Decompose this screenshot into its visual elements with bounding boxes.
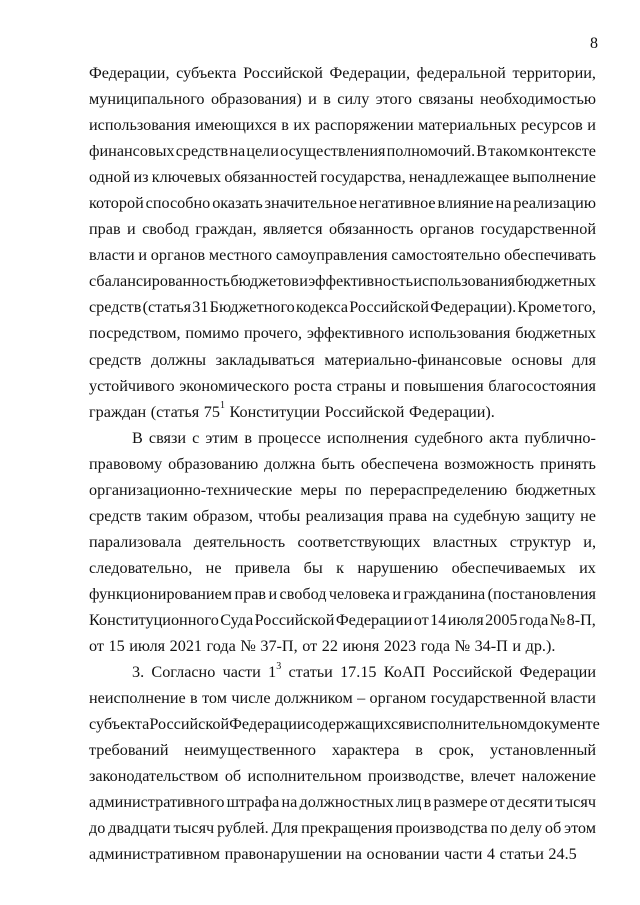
text-line: функционированием прав и свобод человека и гражданина (постановления xyxy=(89,584,596,603)
text-line: прав и свобод граждан, является обязанность органов государственной xyxy=(89,220,596,239)
text-line: 3. Согласно части $1^3$ статьи 17.15 КоАП Российской Федерации xyxy=(132,660,596,682)
text-line: сбалансированность бюджетов и эффективность использования бюджетных xyxy=(89,272,596,291)
text-line: одной из ключевых обязанностей государства, ненадлежащее выполнение xyxy=(89,168,596,187)
page-number: 8 xyxy=(590,35,598,52)
text-line: до двадцати тысяч рублей. Для прекращения производства по делу об этом xyxy=(89,819,596,838)
text-line: средств должны закладываться материально-финансовые основы для xyxy=(89,350,596,369)
document-body xyxy=(89,60,600,867)
text-line: неисполнение в том числе должником – органом государственной власти xyxy=(89,689,596,708)
footnote-superscript: 3 xyxy=(276,660,282,672)
text-line: посредством, помимо прочего, эффективного использования бюджетных xyxy=(89,324,596,343)
text-line: средств (статья 31 Бюджетного кодекса Российской Федерации). Кроме того, xyxy=(89,298,596,317)
text-line: финансовых средств на цели осуществления полномочий. В таком контексте xyxy=(89,142,596,161)
text-line: В связи с этим в процессе исполнения судебного акта публично- xyxy=(132,428,596,447)
text-line: устойчивого экономического роста страны и повышения благосостояния xyxy=(89,376,596,395)
text-line: от 15 июля 2021 года № 37-П, от 22 июня 2023 года № 34-П и др.). xyxy=(89,637,556,656)
text-line: правовому образованию должна быть обеспечена возможность принять xyxy=(89,454,596,473)
text-line: использования имеющихся в их распоряжении материальных ресурсов и xyxy=(89,116,596,135)
text-line: граждан (статья $75^1$ Конституции Российской Федерации). xyxy=(89,400,495,421)
text-line: субъекта Российской Федерации содержащихся в исполнительном документе xyxy=(89,715,600,734)
text-line: законодательством об исполнительном производстве, влечет наложение xyxy=(89,767,596,786)
text-line: административного штрафа на должностных лиц в размере от десяти тысяч xyxy=(89,793,596,812)
text-line: парализовала деятельность соответствующих властных структур и, xyxy=(89,532,596,551)
text-line: административном правонарушении на основании части 4 статьи 24.5 xyxy=(89,845,577,864)
text-line: Конституционного Суда Российской Федерации от 14 июля 2005 года № 8-П, xyxy=(89,610,596,629)
text-line: требований неимущественного характера в срок, установленный xyxy=(89,741,596,760)
text-line: которой способно оказать значительное негативное влияние на реализацию xyxy=(89,194,596,213)
text-line: следовательно, не привела бы к нарушению обеспечиваемых их xyxy=(89,558,596,577)
text-line: Федерации, субъекта Российской Федерации, федеральной территории, xyxy=(89,64,596,82)
footnote-superscript: 1 xyxy=(219,400,225,412)
text-line: средств таким образом, чтобы реализация права на судебную защиту не xyxy=(89,506,596,525)
text-line: организационно-технические меры по перераспределению бюджетных xyxy=(89,480,596,499)
text-line: власти и органов местного самоуправления самостоятельно обеспечивать xyxy=(89,246,596,265)
text-line: муниципального образования) и в силу этого связаны необходимостью xyxy=(89,90,596,109)
